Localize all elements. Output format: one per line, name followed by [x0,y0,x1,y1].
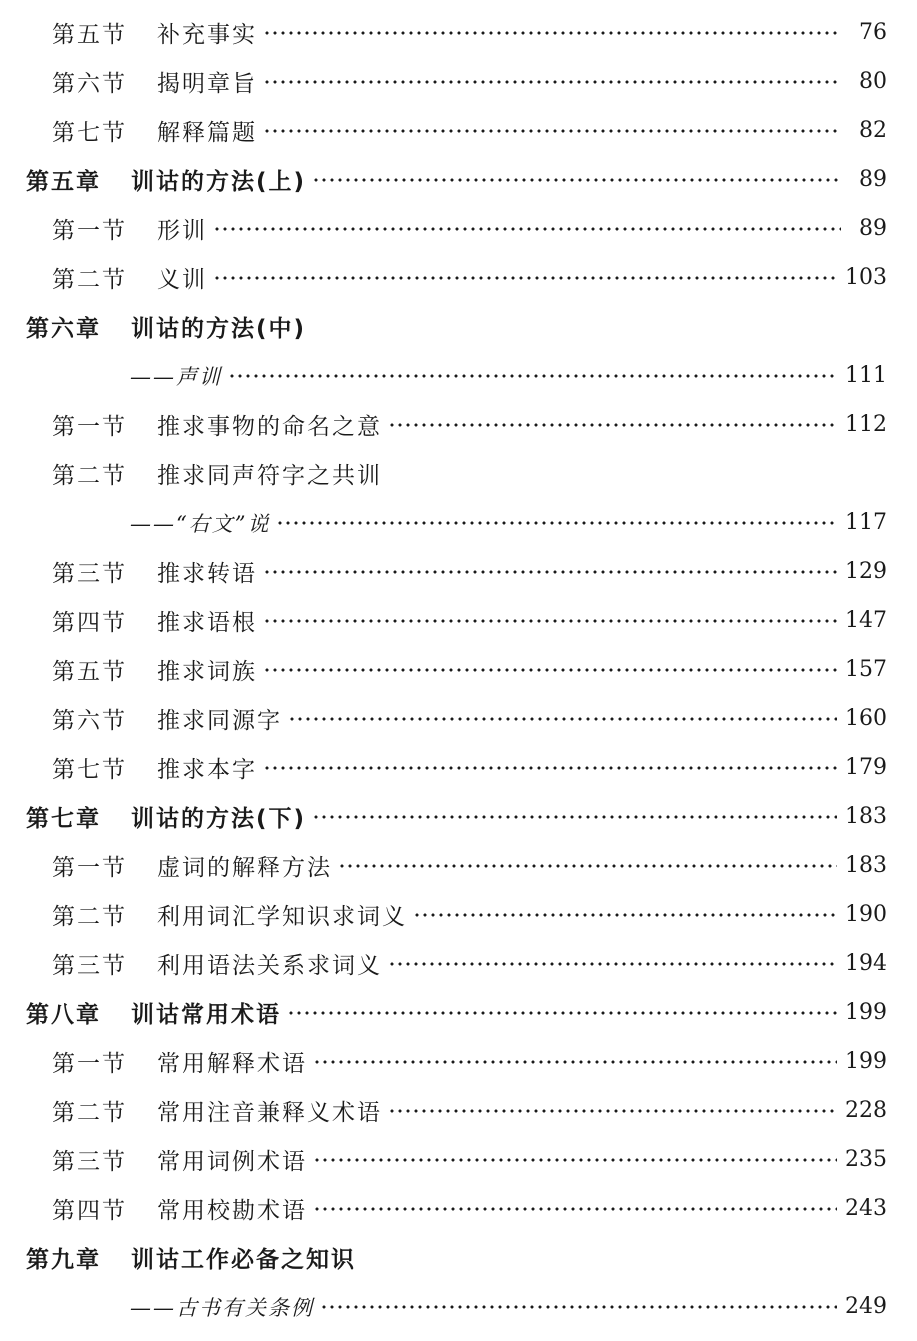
toc-entry-number: 第二节 [52,267,127,293]
toc-entry-title: 补充事实 [157,22,257,48]
toc-entry-title: 义训 [157,267,207,293]
toc-entry-title: 训诂常用术语 [131,1002,281,1028]
toc-section-row[interactable] [0,645,917,694]
toc-entry-title: 训诂的方法(中) [131,316,307,342]
toc-entry-number: 第二节 [52,1100,127,1126]
toc-subtitle-row[interactable] [0,351,917,400]
toc-entry-title: 利用语法关系求词义 [157,953,382,979]
toc-entry-title: 解释篇题 [157,120,257,146]
toc-entry-title: 推求词族 [157,659,257,685]
toc-chapter-row[interactable] [0,1233,917,1282]
dot-leader [263,31,841,35]
toc-entry-title: 推求本字 [157,757,257,783]
toc-entry-number: 第七章 [26,806,101,832]
toc-entry-title: 常用校勘术语 [157,1198,307,1224]
toc-section-row[interactable] [0,1184,917,1233]
toc-entry-number: 第三节 [52,561,127,587]
toc-page-number: 249 [845,1294,887,1319]
toc-entry-title: 推求转语 [157,561,257,587]
dot-leader [263,668,837,672]
toc-entry-number: 第三节 [52,1149,127,1175]
toc-entry-number: 第五章 [26,169,101,195]
toc-section-row[interactable] [0,449,917,498]
toc-entry-number: 第四节 [52,610,127,636]
toc-entry-title: 常用解释术语 [157,1051,307,1077]
toc-entry-number: 第六节 [52,71,127,97]
toc-page-number: 157 [845,657,887,682]
toc-entry-number: 第六节 [52,708,127,734]
dot-leader [228,374,837,378]
toc-page-number: 89 [859,216,887,241]
dot-leader [263,766,837,770]
toc-entry-title: 训诂的方法(下) [131,806,307,832]
toc-section-row[interactable] [0,400,917,449]
dot-leader [213,276,837,280]
toc-page-number: 243 [845,1196,887,1221]
toc-entry-title: 形训 [157,218,207,244]
toc-section-row[interactable] [0,1037,917,1086]
dot-leader [313,1207,837,1211]
toc-page-number: 199 [845,1049,887,1074]
toc-entry-number: 第一节 [52,855,127,881]
toc-section-row[interactable] [0,547,917,596]
dot-leader [263,80,841,84]
toc-entry-title: ——声训 [130,364,222,389]
toc-page-number: 183 [845,804,887,829]
dot-leader [338,864,837,868]
toc-page-number: 194 [845,951,887,976]
dot-leader [312,815,837,819]
toc-page-number: 179 [845,755,887,780]
dot-leader [213,227,841,231]
toc-entry-title: 推求事物的命名之意 [157,414,382,440]
toc-section-row[interactable] [0,204,917,253]
toc-entry-title: 虚词的解释方法 [157,855,332,881]
toc-section-row[interactable] [0,106,917,155]
toc-page-number: 111 [845,363,887,388]
toc-entry-number: 第五节 [52,659,127,685]
toc-entry-title: 推求同源字 [157,708,282,734]
toc-page-number: 199 [845,1000,887,1025]
toc-entry-number: 第九章 [26,1247,101,1273]
toc-entry-number: 第七节 [52,757,127,783]
toc-section-row[interactable] [0,57,917,106]
toc-entry-number: 第六章 [26,316,101,342]
toc-entry-number: 第一节 [52,414,127,440]
toc-entry-title: 推求语根 [157,610,257,636]
toc-entry-title: 揭明章旨 [157,71,257,97]
dot-leader [287,1011,837,1015]
toc-section-row[interactable] [0,253,917,302]
toc-section-row[interactable] [0,841,917,890]
toc-page-number: 89 [859,167,887,192]
toc-page-number: 235 [845,1147,887,1172]
toc-subtitle-row[interactable] [0,498,917,547]
toc-page-number: 80 [859,69,887,94]
toc-section-row[interactable] [0,694,917,743]
toc-entry-number: 第一节 [52,218,127,244]
toc-page-number: 190 [845,902,887,927]
toc-section-row[interactable] [0,743,917,792]
dot-leader [288,717,837,721]
toc-section-row[interactable] [0,596,917,645]
toc-entry-title: 训诂的方法(上) [131,169,307,195]
dot-leader [312,178,841,182]
toc-page-number: 103 [845,265,887,290]
dot-leader [388,962,837,966]
toc-entry-number: 第八章 [26,1002,101,1028]
toc-entry-number: 第七节 [52,120,127,146]
toc-page-number: 129 [845,559,887,584]
toc-page-number: 82 [859,118,887,143]
toc-entry-number: 第四节 [52,1198,127,1224]
toc-chapter-row[interactable] [0,302,917,351]
toc-entry-number: 第三节 [52,953,127,979]
toc-section-row[interactable] [0,1135,917,1184]
toc-page-number: 147 [845,608,887,633]
dot-leader [263,129,841,133]
dot-leader [388,1109,837,1113]
toc-entry-title: ——“右文”说 [130,511,271,536]
table-of-contents [0,8,917,1331]
dot-leader [413,913,837,917]
toc-entry-title: 常用词例术语 [157,1149,307,1175]
dot-leader [313,1060,837,1064]
toc-chapter-row[interactable] [0,155,917,204]
toc-entry-number: 第五节 [52,22,127,48]
toc-entry-title: 推求同声符字之共训 [157,463,382,489]
toc-entry-title: ——古书有关条例 [130,1295,314,1320]
toc-entry-number: 第二节 [52,904,127,930]
toc-entry-number: 第二节 [52,463,127,489]
toc-section-row[interactable] [0,939,917,988]
toc-page-number: 117 [845,510,887,535]
dot-leader [263,570,837,574]
toc-section-row[interactable] [0,1086,917,1135]
toc-chapter-row[interactable] [0,988,917,1037]
toc-chapter-row[interactable] [0,792,917,841]
toc-section-row[interactable] [0,890,917,939]
toc-page-number: 183 [845,853,887,878]
toc-page-number: 228 [845,1098,887,1123]
toc-section-row[interactable] [0,8,917,57]
toc-entry-number: 第一节 [52,1051,127,1077]
toc-subtitle-row[interactable] [0,1282,917,1331]
toc-entry-title: 利用词汇学知识求词义 [157,904,407,930]
toc-entry-title: 训诂工作必备之知识 [131,1247,356,1273]
toc-page-number: 112 [845,412,887,437]
dot-leader [313,1158,837,1162]
dot-leader [388,423,837,427]
toc-entry-title: 常用注音兼释义术语 [157,1100,382,1126]
dot-leader [263,619,837,623]
toc-page-number: 76 [859,20,887,45]
toc-page-number: 160 [845,706,887,731]
dot-leader [320,1305,837,1309]
dot-leader [276,521,837,525]
